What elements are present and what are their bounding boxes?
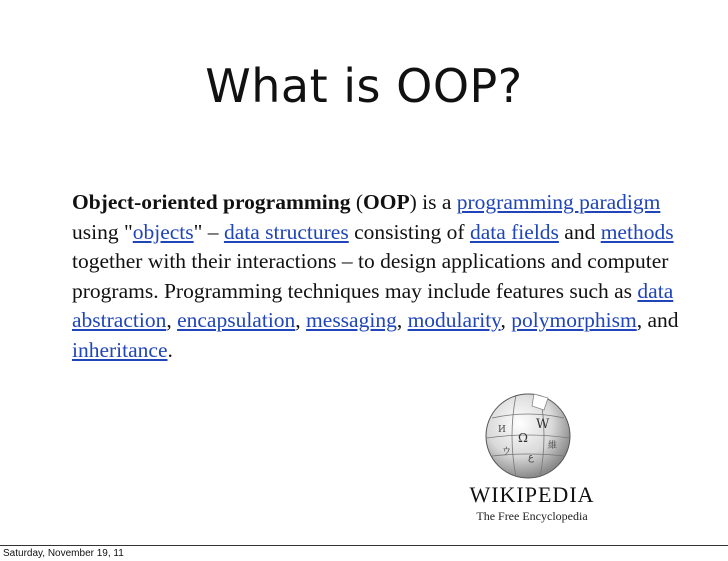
link-polymorphism[interactable]: polymorphism — [511, 308, 637, 332]
globe-glyph: ウ — [502, 447, 512, 457]
link-modularity[interactable]: modularity — [407, 308, 501, 332]
globe-glyph: W — [536, 417, 550, 432]
link-data-structures[interactable]: data structures — [223, 219, 349, 244]
bold-term: OOP — [363, 190, 410, 214]
link-inheritance[interactable]: inheritance — [72, 337, 168, 362]
globe-glyph: ع — [528, 452, 534, 463]
link-methods[interactable]: methods — [600, 219, 674, 244]
link-data-fields[interactable]: data fields — [469, 219, 559, 244]
wikipedia-logo — [466, 388, 598, 524]
link-data-abstraction[interactable]: data abstraction — [72, 278, 674, 332]
footer-date: Saturday, November 19, 11 — [3, 548, 124, 559]
slide-title: What is OOP? — [205, 59, 523, 113]
wikipedia-wordmark: WIKIPEDIA — [469, 482, 595, 507]
footer-bar — [0, 545, 728, 561]
globe-glyph: И — [498, 425, 506, 435]
wikipedia-globe-icon — [478, 388, 578, 480]
bold-term: Object-oriented programming — [72, 190, 351, 214]
link-messaging[interactable]: messaging — [306, 308, 397, 332]
link-objects[interactable]: objects — [132, 219, 194, 244]
slide-body-paragraph: Object-oriented programming (OOP) is a programming paradigm using "objects" – data structures consisting of data fields and methods together with their interactions – to design applications and computer programs. Programming techniques may include features such as data abstraction, encapsulation, messaging, modularity, polymorphism, and inheritance. — [72, 190, 679, 362]
globe-glyph: 維 — [548, 441, 558, 451]
link-programming-paradigm[interactable]: programming paradigm — [456, 190, 661, 214]
link-encapsulation[interactable]: encapsulation — [177, 308, 296, 332]
wikipedia-tagline: The Free Encyclopedia — [476, 509, 588, 523]
globe-glyph: Ω — [518, 431, 528, 445]
